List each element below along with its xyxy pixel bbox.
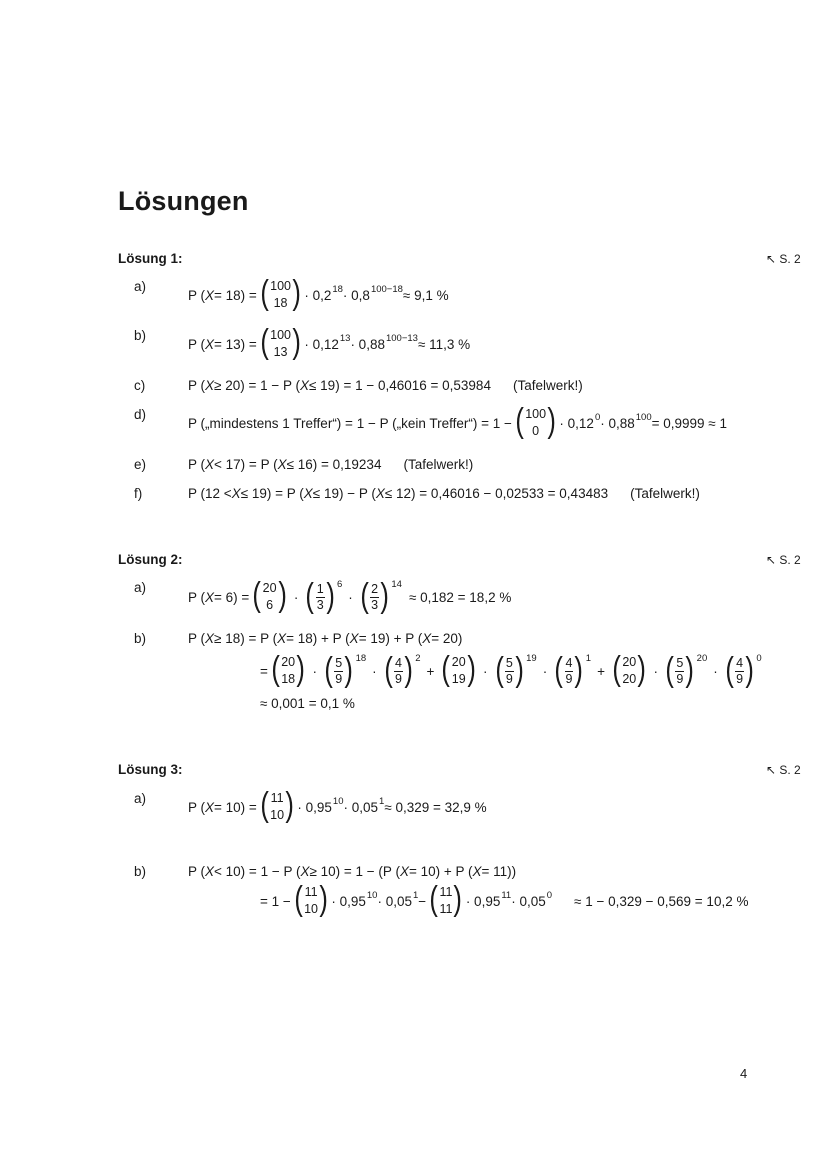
power-of-fraction: ( $\frac{2}{3}$ ) 14 — [360, 577, 402, 615]
page-number: 4 — [740, 1066, 748, 1081]
page-title: Lösungen — [118, 186, 249, 216]
power-of-fraction: ( $\frac{5}{9}$ ) 20 — [665, 651, 708, 689]
solution-1-heading: Lösung 1: — [118, 251, 183, 266]
formula-1a: P ( X = 18) = ( 100 18 ) · 0,2 18 · 0,8 100−18 ≈ 9,1 % — [188, 274, 449, 312]
formula-3b-line-2: = 1 − ( 11 10 ) · 0,95 10 · 0,05 1 − ( 11 11 ) · 0,95 11 · 0,05 0 ≈ 1 − 0,329 − 0,569 = 10,2 % — [260, 880, 749, 918]
item-label: a) — [134, 279, 147, 294]
item-label: e) — [134, 457, 147, 472]
power-of-fraction: ( $\frac{4}{9}$ ) 2 — [384, 651, 421, 689]
solution-1-page-ref-link[interactable]: ↖ S. 2 — [766, 252, 801, 266]
tafelwerk-note: (Tafelwerk!) — [403, 457, 474, 472]
binomial-coefficient: ( 11 10 ) — [260, 786, 294, 824]
power-of-fraction: ( $\frac{5}{9}$ ) 19 — [494, 651, 537, 689]
power-of-fraction: ( $\frac{4}{9}$ ) 1 — [554, 651, 592, 689]
binomial-coefficient: ( 11 11 ) — [429, 880, 463, 918]
binomial-coefficient: ( 100 13 ) — [260, 323, 301, 361]
formula-1e: P ( X < 17) = P ( X ≤ 16) = 0,19234 (Tafelwerk!) — [188, 457, 474, 472]
binomial-coefficient: ( 20 18 ) — [271, 650, 306, 688]
power-of-fraction: ( $\frac{4}{9}$ ) 0 — [725, 651, 762, 689]
tafelwerk-note: (Tafelwerk!) — [512, 378, 583, 393]
formula-1d: P („mindestens 1 Treffer“) = 1 − P („kein Treffer“) = 1 − ( 100 0 ) · 0,12 0 · 0,88 100 = 0,9999 ≈ 1 — [188, 402, 727, 440]
item-label: c) — [134, 378, 146, 393]
item-label: a) — [134, 791, 147, 806]
formula-1f: P (12 < X ≤ 19) = P ( X ≤ 19) − P ( X ≤ 12) = 0,46016 − 0,02533 = 0,43483 (Tafelwerk!) — [188, 486, 700, 501]
binomial-coefficient: ( 11 10 ) — [294, 880, 328, 918]
formula-2a: P ( X = 6) = ( 20 6 ) · ( $\frac{1}{3}$ ) 6 · ( $\frac{2}{3}$ ) 14 ≈ 0,182 = 18,2 % — [188, 576, 512, 615]
binomial-coefficient: ( 20 6 ) — [252, 576, 287, 614]
power-of-fraction: ( $\frac{1}{3}$ ) 6 — [305, 577, 343, 615]
binomial-coefficient: ( 20 20 ) — [612, 650, 647, 688]
formula-2b-line-3: ≈ 0,001 = 0,1 % — [260, 696, 355, 711]
formula-2b-line-1: P ( X ≥ 18) = P ( X = 18) + P ( X = 19) + P ( X = 20) — [188, 631, 463, 646]
item-label: b) — [134, 631, 147, 646]
item-label: b) — [134, 328, 147, 343]
tafelwerk-note: (Tafelwerk!) — [630, 486, 700, 501]
binomial-coefficient: ( 100 18 ) — [260, 274, 301, 312]
item-label: a) — [134, 580, 147, 595]
item-label: b) — [134, 864, 147, 879]
power-of-fraction: ( $\frac{5}{9}$ ) 18 — [324, 651, 367, 689]
solution-3-page-ref-link[interactable]: ↖ S. 2 — [766, 763, 801, 777]
formula-2b-line-2: = ( 20 18 ) · ( $\frac{5}{9}$ ) 18 · ( $\frac{4}{9}$ ) 2 + ( 20 19 ) · ( $\frac{5}{9}$ ) 19 · ( $\frac{4}{9}$ ) 1 + ( 20 20 ) · ( $\frac{5}{9}$ ) 20 · ( $\frac{4}{9}$ ) 0 — [260, 650, 762, 689]
formula-1c: P ( X ≥ 20) = 1 − P ( X ≤ 19) = 1 − 0,46016 = 0,53984 (Tafelwerk!) — [188, 378, 583, 393]
item-label: d) — [134, 407, 147, 422]
formula-1b: P ( X = 13) = ( 100 13 ) · 0,12 13 · 0,88 100−13 ≈ 11,3 % — [188, 323, 471, 361]
formula-3b-line-1: P ( X < 10) = 1 − P ( X ≥ 10) = 1 − (P ( X = 10) + P ( X = 11)) — [188, 864, 517, 879]
solution-2-page-ref-link[interactable]: ↖ S. 2 — [766, 553, 801, 567]
binomial-coefficient: ( 20 19 ) — [441, 650, 476, 688]
solution-3-heading: Lösung 3: — [118, 762, 183, 777]
item-label: f) — [134, 486, 143, 501]
binomial-coefficient: ( 100 0 ) — [515, 402, 556, 440]
solution-2-heading: Lösung 2: — [118, 552, 183, 567]
formula-3a: P ( X = 10) = ( 11 10 ) · 0,95 10 · 0,05 1 ≈ 0,329 = 32,9 % — [188, 786, 487, 824]
